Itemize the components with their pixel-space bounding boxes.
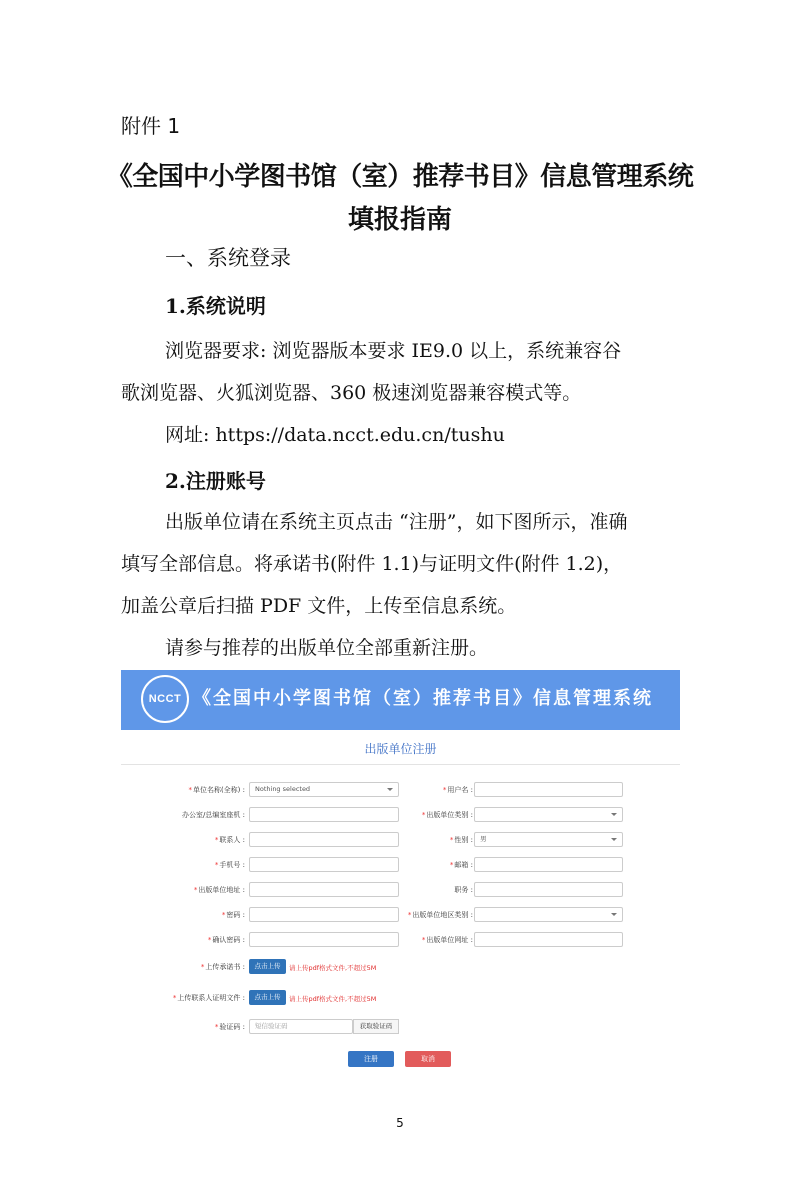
url-line: 网址: https://data.ncct.edu.cn/tushu <box>165 424 505 446</box>
label-upload-commitment: *上传承诺书 : <box>200 963 245 971</box>
label-mobile: *手机号 : <box>214 861 245 869</box>
password-input[interactable] <box>249 907 399 922</box>
position-input[interactable] <box>474 882 623 897</box>
upload-contact-proof-hint: 请上传pdf格式文件,不超过5M <box>289 995 377 1003</box>
get-captcha-button[interactable]: 获取验证码 <box>353 1019 399 1034</box>
logo-text: NCCT <box>148 693 182 705</box>
label-office-phone: 办公室/总编室座机 : <box>182 811 245 819</box>
doc-title-line2: 填报指南 <box>347 205 452 235</box>
register-instruction-line3: 加盖公章后扫描 PDF 文件，上传至信息系统。 <box>121 595 517 617</box>
label-upload-contact-proof: *上传联系人证明文件 : <box>172 994 245 1002</box>
divider <box>121 764 680 765</box>
cancel-button[interactable]: 取消 <box>405 1051 451 1067</box>
address-input[interactable] <box>249 882 399 897</box>
system-banner <box>121 670 680 730</box>
registration-screenshot <box>121 670 680 1080</box>
username-input[interactable] <box>474 782 623 797</box>
office-phone-input[interactable] <box>249 807 399 822</box>
doc-title-line1: 《全国中小学图书馆（室）推荐书目》信息管理系统 <box>106 162 694 192</box>
browser-requirement-line1: 浏览器要求: 浏览器版本要求 IE9.0 以上，系统兼容谷 <box>165 340 622 362</box>
browser-requirement-line2: 歌浏览器、火狐浏览器、360 极速浏览器兼容模式等。 <box>121 382 582 404</box>
subheading-system-description: 1.系统说明 <box>165 294 266 318</box>
unit-category-select[interactable] <box>474 807 623 822</box>
label-region-category: *出版单位地区类别 : <box>407 911 473 919</box>
confirm-password-input[interactable] <box>249 932 399 947</box>
upload-commitment-hint: 请上传pdf格式文件,不超过5M <box>289 964 377 972</box>
register-note: 请参与推荐的出版单位全部重新注册。 <box>165 637 489 659</box>
label-captcha: *验证码 : <box>214 1023 245 1031</box>
ncct-logo-icon <box>141 675 189 723</box>
label-contact: *联系人 : <box>214 836 245 844</box>
captcha-input[interactable]: 短信验证码 <box>249 1019 353 1034</box>
register-instruction-line1: 出版单位请在系统主页点击 “注册”，如下图所示，准确 <box>165 511 628 533</box>
page-number: 5 <box>396 1116 404 1130</box>
label-unit-name: *单位名称(全称) : <box>188 786 245 794</box>
subheading-register-account: 2.注册账号 <box>165 469 266 493</box>
label-website: *出版单位网址 : <box>421 936 473 944</box>
banner-title: 《全国中小学图书馆（室）推荐书目》信息管理系统 <box>193 688 653 709</box>
upload-contact-proof-button[interactable]: 点击上传 <box>249 990 286 1005</box>
register-button[interactable]: 注册 <box>348 1051 394 1067</box>
label-username: *用户名 : <box>442 786 473 794</box>
attachment-label: 附件 1 <box>121 114 181 138</box>
label-gender: *性别 : <box>449 836 473 844</box>
label-email: *邮箱 : <box>449 861 473 869</box>
register-instruction-line2: 填写全部信息。将承诺书(附件 1.1)与证明文件(附件 1.2)， <box>121 553 623 575</box>
section-heading-login: 一、系统登录 <box>165 246 291 270</box>
contact-input[interactable] <box>249 832 399 847</box>
email-input[interactable] <box>474 857 623 872</box>
gender-select[interactable]: 男 <box>474 832 623 847</box>
form-title: 出版单位注册 <box>364 742 437 756</box>
label-password: *密码 : <box>221 911 245 919</box>
unit-name-select[interactable]: Nothing selected <box>249 782 399 797</box>
mobile-input[interactable] <box>249 857 399 872</box>
website-input[interactable] <box>474 932 623 947</box>
upload-commitment-button[interactable]: 点击上传 <box>249 959 286 974</box>
region-category-select[interactable] <box>474 907 623 922</box>
label-address: *出版单位地址 : <box>193 886 245 894</box>
label-position: 职务 : <box>454 886 473 894</box>
label-confirm-password: *确认密码 : <box>207 936 245 944</box>
label-unit-category: *出版单位类别 : <box>421 811 473 819</box>
